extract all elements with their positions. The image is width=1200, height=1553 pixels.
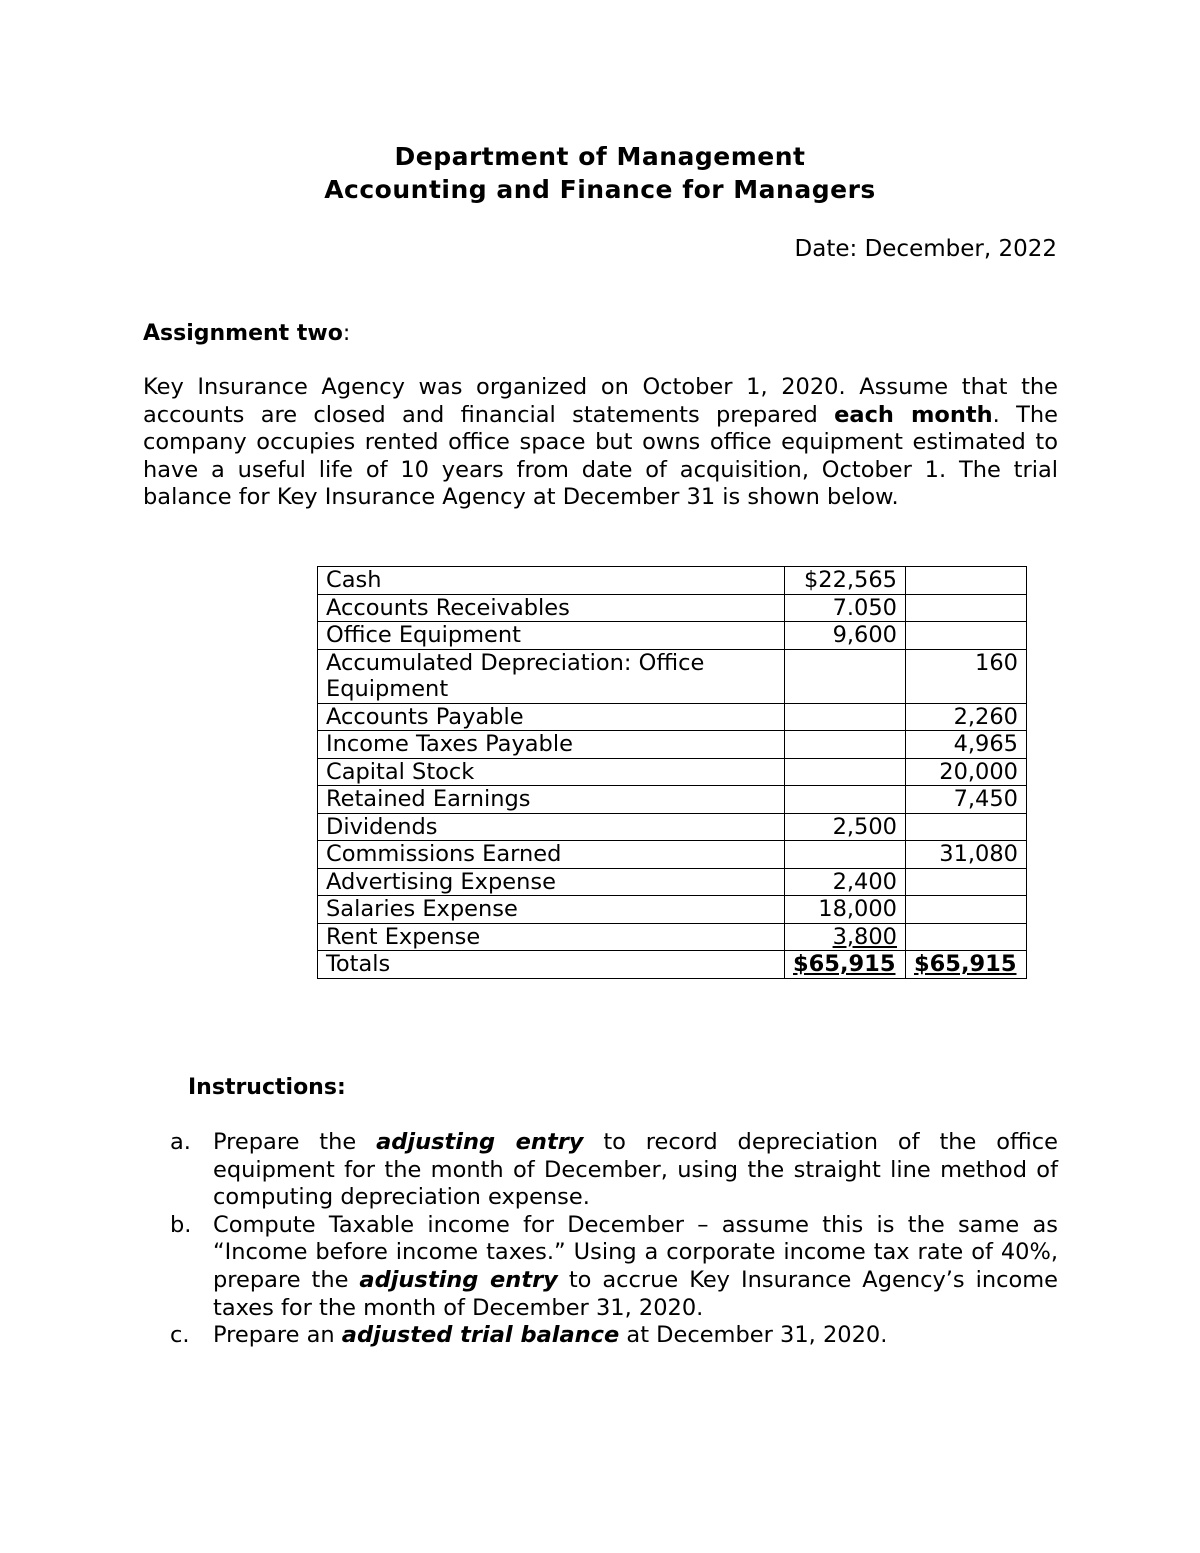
account-cell: Office Equipment [318, 622, 785, 650]
instructions-list [170, 1129, 1058, 1350]
instruction-marker: c. [170, 1322, 190, 1349]
assignment-title-text: Assignment two [143, 321, 343, 346]
intro-text-1: Key Insurance Agency was organized on October 1, 2020. Assume that the accounts are closed and financial statements prepared [143, 374, 1058, 428]
instruction-emphasis: adjusted trial balance [341, 1322, 620, 1349]
debit-cell [785, 703, 906, 731]
account-cell: Cash [318, 567, 785, 595]
instruction-marker: a. [170, 1129, 191, 1155]
credit-cell: 20,000 [906, 758, 1027, 786]
credit-cell: 7,450 [906, 786, 1027, 814]
account-cell: Dividends [318, 813, 785, 841]
credit-cell [906, 923, 1027, 951]
account-cell: Income Taxes Payable [318, 731, 785, 759]
table-row [318, 896, 1027, 924]
debit-cell: 9,600 [785, 622, 906, 650]
table-row [318, 758, 1027, 786]
debit-cell: 18,000 [785, 896, 906, 924]
table-row [318, 923, 1027, 951]
credit-cell [906, 868, 1027, 896]
table-row [318, 731, 1027, 759]
debit-cell [785, 841, 906, 869]
trial-balance-table [317, 566, 1027, 979]
debit-cell: $22,565 [785, 567, 906, 595]
credit-cell [906, 594, 1027, 622]
credit-cell: 31,080 [906, 841, 1027, 869]
department-heading: Department of Management [394, 142, 806, 171]
instruction-text: to accrue Key Insurance Agency’s income taxes for the month of December 31, 2020. [213, 1266, 1059, 1321]
instruction-a [170, 1129, 1058, 1212]
credit-cell [906, 622, 1027, 650]
table-row [318, 786, 1027, 814]
assignment-title-colon: : [342, 321, 351, 346]
debit-cell: 2,400 [785, 868, 906, 896]
date-line: Date: December, 2022 [794, 236, 1057, 262]
intro-text-2: . The company occupies rented office space but owns office equipment estimated to have a useful life of 10 years from date of acquisition, October 1. The trial balance for Key Insurance Agency at December 31 is shown below. [143, 401, 1059, 511]
account-cell: Accumulated Depreciation: Office Equipment [318, 649, 785, 703]
instruction-c [170, 1322, 1058, 1350]
table-row [318, 567, 1027, 595]
debit-cell [785, 649, 906, 703]
table-row [318, 703, 1027, 731]
account-cell: Capital Stock [318, 758, 785, 786]
table-row [318, 841, 1027, 869]
credit-cell [906, 813, 1027, 841]
debit-cell [785, 758, 906, 786]
debit-cell [785, 731, 906, 759]
totals-label: Totals [318, 951, 785, 979]
debit-cell: 7.050 [785, 594, 906, 622]
instruction-text: at December 31, 2020. [619, 1322, 888, 1349]
table-row [318, 868, 1027, 896]
credit-cell: 4,965 [906, 731, 1027, 759]
debit-cell: 2,500 [785, 813, 906, 841]
account-cell: Rent Expense [318, 923, 785, 951]
table-row [318, 649, 1027, 703]
intro-emphasis: each month [834, 401, 993, 428]
instruction-b [170, 1212, 1058, 1322]
account-cell: Commissions Earned [318, 841, 785, 869]
credit-cell [906, 896, 1027, 924]
table-row [318, 594, 1027, 622]
account-cell: Salaries Expense [318, 896, 785, 924]
account-cell: Accounts Receivables [318, 594, 785, 622]
account-cell: Accounts Payable [318, 703, 785, 731]
credit-cell: 160 [906, 649, 1027, 703]
instruction-text: Prepare the [213, 1129, 377, 1155]
credit-cell: 2,260 [906, 703, 1027, 731]
instruction-emphasis: adjusting entry [359, 1266, 558, 1293]
account-cell: Retained Earnings [318, 786, 785, 814]
instruction-text: Prepare an [213, 1322, 342, 1349]
account-cell: Advertising Expense [318, 868, 785, 896]
assignment-title [143, 321, 350, 346]
course-heading: Accounting and Finance for Managers [324, 175, 876, 204]
debit-cell [785, 786, 906, 814]
instructions-title: Instructions: [188, 1075, 346, 1100]
instruction-text: to record depreciation of the office equipment for the month of December, using the straight line method of computing depreciation expense. [213, 1129, 1059, 1211]
instruction-marker: b. [170, 1211, 192, 1238]
table-row [318, 622, 1027, 650]
instruction-text: Compute Taxable income for December – assume this is the same as “Income before income taxes.” Using a corporate income tax rate of 40%, prepare the [213, 1211, 1058, 1293]
total-credit: $65,915 [906, 951, 1027, 979]
totals-row [318, 951, 1027, 979]
credit-cell [906, 567, 1027, 595]
intro-paragraph [143, 374, 1058, 512]
debit-cell: 3,800 [785, 923, 906, 951]
total-debit: $65,915 [785, 951, 906, 979]
instruction-emphasis: adjusting entry [376, 1129, 584, 1155]
table-row [318, 813, 1027, 841]
trial-balance-body [318, 567, 1027, 979]
